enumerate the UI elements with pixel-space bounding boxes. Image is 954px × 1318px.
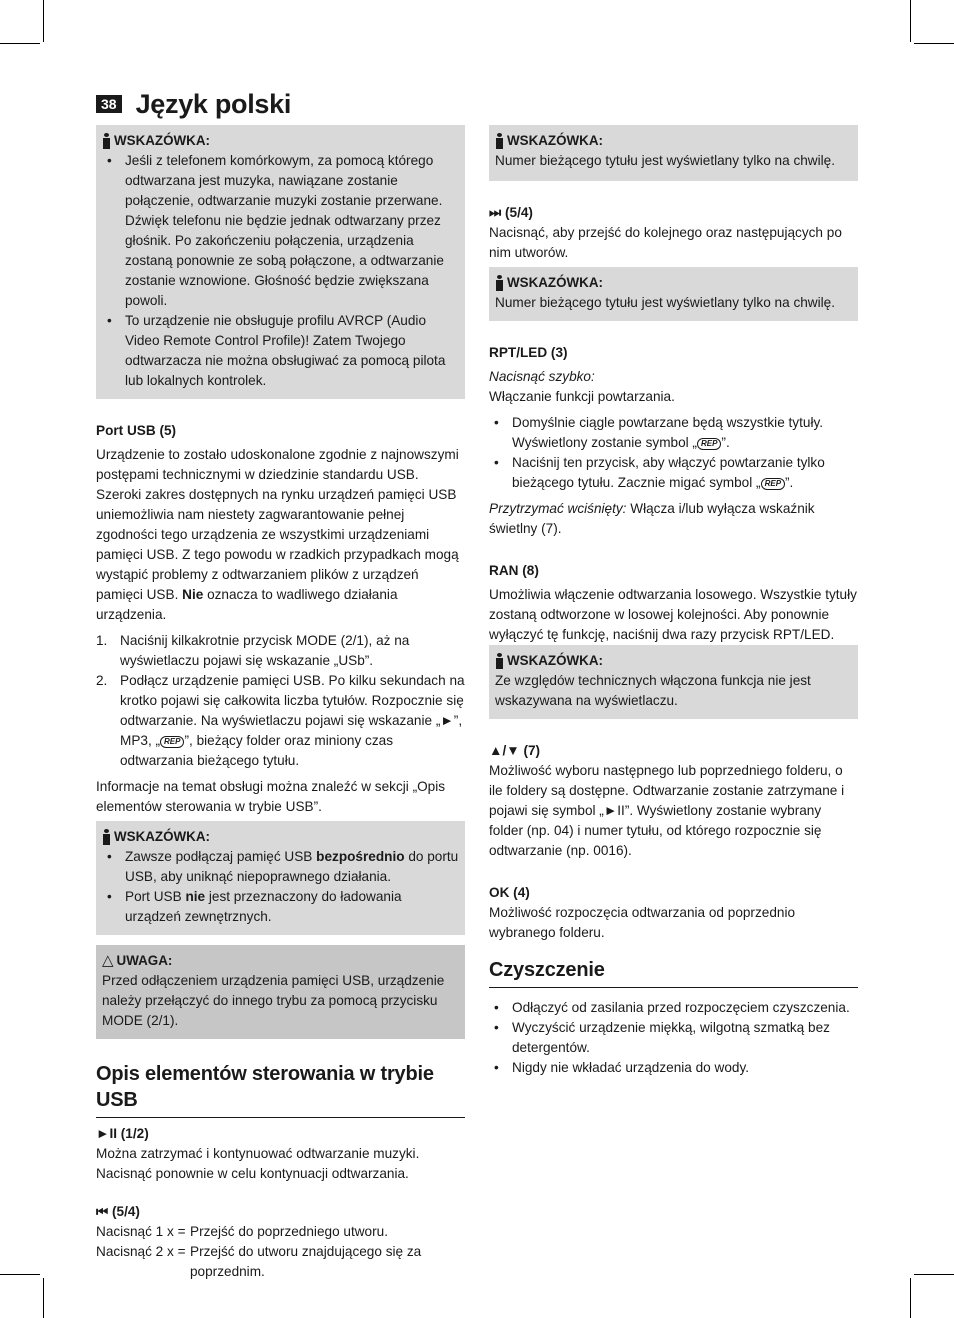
- crop-mark: [910, 0, 911, 42]
- left-column: [96, 125, 465, 1282]
- note-heading: [102, 131, 459, 151]
- note-heading: [495, 651, 852, 671]
- note-heading: [495, 273, 852, 293]
- note-box: [489, 645, 858, 719]
- usb-info: Informacje na temat obsługi można znaleźć w sekcji „Opis elementów sterowania w trybie USB”.: [96, 779, 446, 814]
- note-label: WSKAZÓWKA:: [507, 133, 603, 148]
- next-text: Nacisnąć, aby przejść do kolejnego oraz następujących po nim utworów.: [489, 225, 842, 260]
- info-icon: [495, 133, 504, 149]
- list-item: • Port USB nie jest przeznaczony do ładowania urządzeń zewnętrznych.: [102, 887, 459, 927]
- previous-row: Nacisnąć 2 x = Przejść do utworu znajdującego się za poprzednim.: [96, 1244, 422, 1279]
- info-icon: [495, 275, 504, 291]
- list-item: • Odłączyć od zasilania przed rozpoczęciem czyszczenia.: [489, 998, 858, 1018]
- usb-heading: Port USB (5): [96, 423, 177, 438]
- caution-label: UWAGA:: [116, 953, 173, 968]
- rpt-list: [489, 413, 858, 493]
- note-label: WSKAZÓWKA:: [114, 133, 210, 148]
- note-list: [102, 151, 459, 391]
- folder-heading: ▲/▼ (7): [489, 743, 541, 758]
- note-text: Numer bieżącego tytułu jest wyświetlany tylko na chwilę.: [495, 153, 835, 168]
- rpt-short-text: Włączanie funkcji powtarzania.: [489, 389, 675, 404]
- crop-mark: [43, 1278, 44, 1318]
- ran-text: Umożliwia włączenie odtwarzania losowego. Wszystkie tytuły zostaną odtworzone w losowej kolejności. Aby ponownie wyłączyć tę funkcję, naciśnij dwa razy przycisk RPT/LED.: [489, 587, 857, 642]
- caution-heading: [102, 951, 459, 971]
- note-box: [489, 267, 858, 321]
- repeat-icon: REP: [697, 438, 721, 450]
- rpt-heading: RPT/LED (3): [489, 345, 568, 360]
- rpt-short-label: Nacisnąć szybko:: [489, 369, 595, 384]
- note-heading: [102, 827, 459, 847]
- ok-text: Możliwość rozpoczęcia odtwarzania od poprzednio wybranego folderu.: [489, 905, 796, 940]
- note-text: Ze względów technicznych włączona funkcja nie jest wskazywana na wyświetlaczu.: [495, 673, 811, 708]
- list-item: • Naciśnij ten przycisk, aby włączyć powtarzanie tylko bieżącego tytułu. Zacznie migać symbol „ REP ”.: [489, 453, 858, 493]
- note-box: [489, 125, 858, 181]
- caution-box: [96, 945, 465, 1039]
- play-pause-text: Można zatrzymać i kontynuować odtwarzanie muzyki. Nacisnąć ponownie w celu kontynuacji odtwarzania.: [96, 1146, 420, 1181]
- note-box: [96, 821, 465, 935]
- page-title: Język polski: [135, 89, 292, 119]
- list-item: • To urządzenie nie obsługuje profilu AVRCP (Audio Video Remote Control Profile)! Zatem Twojego odtwarzacza nie można obsługiwać za pomocą pilota lub lokalnych kontrolek.: [102, 311, 459, 391]
- repeat-icon: REP: [160, 736, 184, 748]
- previous-heading: ⏮ (5/4): [96, 1204, 140, 1219]
- info-icon: [495, 653, 504, 669]
- list-item: • Zawsze podłączaj pamięć USB bezpośrednio do portu USB, aby uniknąć niepoprawnego działania.: [102, 847, 459, 887]
- note-box: [96, 125, 465, 399]
- usb-steps: [96, 631, 465, 771]
- note-heading: [495, 131, 852, 151]
- ran-heading: RAN (8): [489, 563, 539, 578]
- section-heading: Czyszczenie: [489, 957, 858, 988]
- crop-mark: [910, 1278, 911, 1318]
- note-list: [102, 847, 459, 927]
- list-item: 1. Naciśnij kilkakrotnie przycisk MODE (2/1), aż na wyświetlaczu pojawi się wskazanie „USb”.: [96, 633, 410, 668]
- ok-heading: OK (4): [489, 885, 530, 900]
- crop-mark: [43, 0, 44, 42]
- list-item: • Nigdy nie wkładać urządzenia do wody.: [489, 1058, 858, 1078]
- previous-row: Nacisnąć 1 x = Przejść do poprzedniego utworu.: [96, 1224, 388, 1239]
- crop-mark: [914, 1274, 954, 1275]
- play-pause-heading: ►II (1/2): [96, 1126, 149, 1141]
- list-item: • Domyślnie ciągle powtarzane będą wszystkie tytuły. Wyświetlony zostanie symbol „ REP ”.: [489, 413, 858, 453]
- page-header: [96, 86, 291, 120]
- page-number: 38: [96, 95, 122, 113]
- note-label: WSKAZÓWKA:: [507, 275, 603, 290]
- right-column: [489, 125, 858, 1078]
- note-label: WSKAZÓWKA:: [114, 829, 210, 844]
- list-item: 2. Podłącz urządzenie pamięci USB. Po kilku sekundach na krotko pojawi się całkowita liczba tytułów. Rozpocznie się odtwarzanie. Na wyświetlaczu pojawi się wskazanie „►”, MP3, „ REP ”, bieżący folder oraz miniony czas odtwarzania bieżącego tytułu.: [96, 673, 465, 768]
- rpt-hold: Przytrzymać wciśnięty: Włącza i/lub wyłącza wskaźnik świetlny (7).: [489, 501, 815, 536]
- list-item: • Wyczyścić urządzenie miękką, wilgotną szmatką bez detergentów.: [489, 1018, 858, 1058]
- usb-intro: Urządzenie to zostało udoskonalone zgodnie z najnowszymi postępami technicznymi w dziedzinie standardu USB. Szeroki zakres dostępnych na rynku urządzeń pamięci USB uniemożliwia nam niestety zagwarantowanie pełnej zgodności tego urządzenia ze wszystkimi urządzeniami pamięci USB. Z tego powodu w rzadkich przypadkach mogą wystąpić problemy z odtwarzaniem plików z urządzeń pamięci USB. Nie oznacza to wadliwego działania urządzenia.: [96, 447, 459, 622]
- folder-text: Możliwość wyboru następnego lub poprzedniego folderu, o ile foldery są dostępne. Odtwarzanie zostanie zatrzymane i pojawi się symbol „►II”. Wyświetlony zostanie wybrany folder (np. 04) i numer tytułu, od którego rozpocznie się odtwarzanie (np. 0016).: [489, 763, 845, 858]
- crop-mark: [0, 1274, 40, 1275]
- list-item: • Jeśli z telefonem komórkowym, za pomocą którego odtwarzana jest muzyka, nawiązane zostanie połączenie, odtwarzanie muzyki zostanie przerwane. Dźwięk telefonu nie będzie jednak odtwarzany przez głośnik. Po zakończeniu połączenia, urządzenia zostaną ponownie ze sobą połączone, a odtwarzanie zostanie wznowione. Głośność będzie zwiększana powoli.: [102, 151, 459, 311]
- cleaning-list: [489, 998, 858, 1078]
- repeat-icon: REP: [761, 478, 785, 490]
- warning-triangle-icon: △: [102, 952, 114, 969]
- crop-mark: [914, 43, 954, 44]
- note-text: Numer bieżącego tytułu jest wyświetlany tylko na chwilę.: [495, 295, 835, 310]
- note-label: WSKAZÓWKA:: [507, 653, 603, 668]
- crop-mark: [0, 43, 40, 44]
- caution-text: Przed odłączeniem urządzenia pamięci USB, urządzenie należy przełączyć do innego trybu za pomocą przycisku MODE (2/1).: [102, 973, 445, 1028]
- info-icon: [102, 133, 111, 149]
- next-heading: ⏭ (5/4): [489, 205, 533, 220]
- info-icon: [102, 829, 111, 845]
- section-heading: Opis elementów sterowania w trybie USB: [96, 1061, 465, 1118]
